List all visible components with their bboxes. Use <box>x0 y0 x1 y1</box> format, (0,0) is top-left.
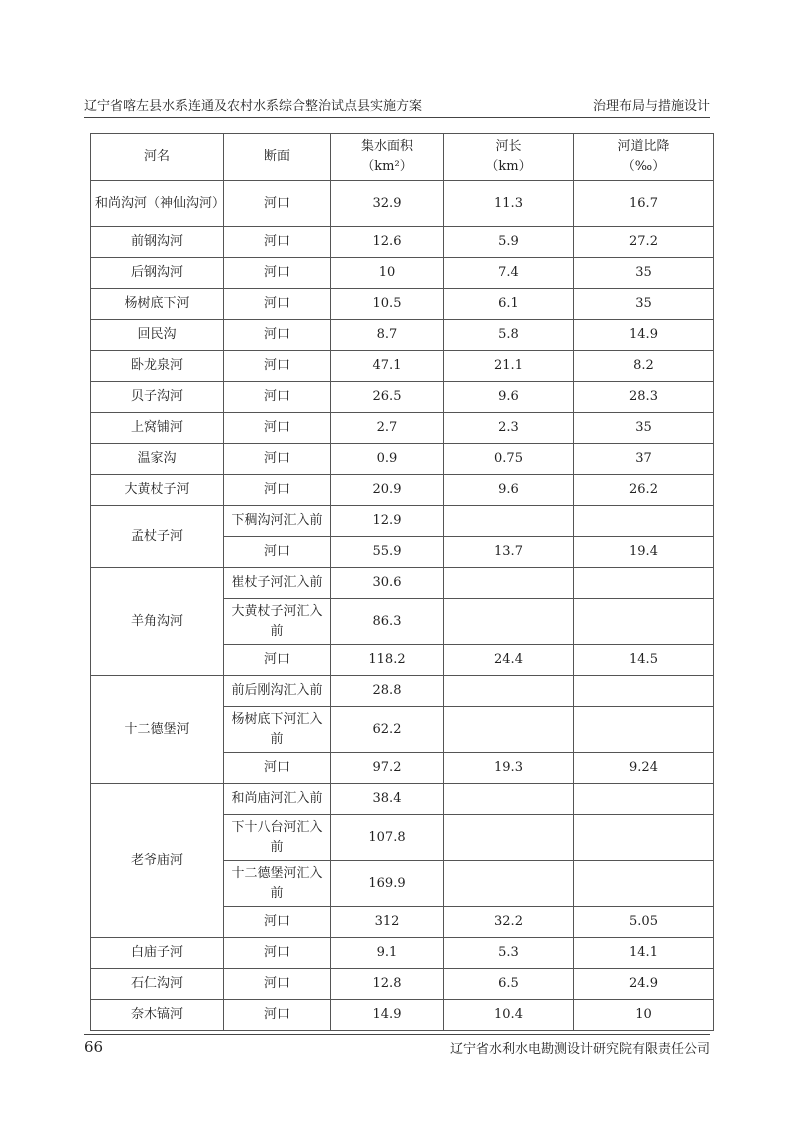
cell-section: 大黄杖子河汇入前 <box>224 599 331 645</box>
cell-area: 118.2 <box>331 645 444 676</box>
cell-area: 312 <box>331 907 444 938</box>
cell-slope <box>574 676 714 707</box>
cell-section: 河口 <box>224 258 331 289</box>
page-header <box>84 92 710 118</box>
cell-length: 10.4 <box>444 1000 574 1031</box>
table-header-row <box>91 134 714 181</box>
cell-slope <box>574 784 714 815</box>
cell-section: 河口 <box>224 938 331 969</box>
cell-slope: 16.7 <box>574 181 714 227</box>
cell-river: 贝子沟河 <box>91 382 224 413</box>
cell-section: 河口 <box>224 289 331 320</box>
table-row <box>91 382 714 413</box>
cell-river: 卧龙泉河 <box>91 351 224 382</box>
cell-length <box>444 568 574 599</box>
cell-slope: 27.2 <box>574 227 714 258</box>
cell-area: 2.7 <box>331 413 444 444</box>
cell-section: 河口 <box>224 227 331 258</box>
header-slope <box>574 134 714 181</box>
cell-area: 0.9 <box>331 444 444 475</box>
table-row <box>91 1000 714 1031</box>
cell-length <box>444 506 574 537</box>
cell-section: 河口 <box>224 413 331 444</box>
table-row <box>91 289 714 320</box>
header-area-unit: （km²） <box>361 159 413 174</box>
organization-name: 辽宁省水利水电勘测设计研究院有限责任公司 <box>449 1042 710 1057</box>
cell-slope: 24.9 <box>574 969 714 1000</box>
cell-slope: 14.9 <box>574 320 714 351</box>
cell-area: 38.4 <box>331 784 444 815</box>
cell-area: 10 <box>331 258 444 289</box>
cell-section: 河口 <box>224 645 331 676</box>
cell-section: 下稠沟河汇入前 <box>224 506 331 537</box>
header-river: 河名 <box>91 134 224 181</box>
cell-section: 河口 <box>224 537 331 568</box>
cell-length: 13.7 <box>444 537 574 568</box>
cell-area: 8.7 <box>331 320 444 351</box>
river-parameters-table <box>90 133 714 1031</box>
cell-length: 19.3 <box>444 753 574 784</box>
header-length <box>444 134 574 181</box>
cell-slope <box>574 707 714 753</box>
header-area-label: 集水面积 <box>360 139 413 154</box>
cell-slope: 8.2 <box>574 351 714 382</box>
cell-section: 十二德堡河汇入前 <box>224 861 331 907</box>
cell-slope <box>574 861 714 907</box>
cell-river: 羊角沟河 <box>91 568 224 676</box>
cell-slope: 37 <box>574 444 714 475</box>
cell-river: 白庙子河 <box>91 938 224 969</box>
cell-area: 97.2 <box>331 753 444 784</box>
table-row <box>91 227 714 258</box>
cell-section: 崔杖子河汇入前 <box>224 568 331 599</box>
cell-slope: 19.4 <box>574 537 714 568</box>
cell-length <box>444 599 574 645</box>
cell-length: 5.3 <box>444 938 574 969</box>
table-row <box>91 351 714 382</box>
cell-section: 河口 <box>224 382 331 413</box>
cell-area: 12.8 <box>331 969 444 1000</box>
table-row <box>91 969 714 1000</box>
cell-area: 62.2 <box>331 707 444 753</box>
cell-slope <box>574 506 714 537</box>
cell-river: 奈木镐河 <box>91 1000 224 1031</box>
cell-area: 10.5 <box>331 289 444 320</box>
cell-length: 32.2 <box>444 907 574 938</box>
cell-length: 5.8 <box>444 320 574 351</box>
cell-length: 2.3 <box>444 413 574 444</box>
cell-section: 河口 <box>224 475 331 506</box>
cell-length: 6.1 <box>444 289 574 320</box>
cell-length: 9.6 <box>444 382 574 413</box>
cell-area: 14.9 <box>331 1000 444 1031</box>
header-length-unit: （km） <box>485 159 532 174</box>
header-area <box>331 134 444 181</box>
table-row <box>91 181 714 227</box>
cell-area: 47.1 <box>331 351 444 382</box>
cell-section: 河口 <box>224 907 331 938</box>
cell-area: 107.8 <box>331 815 444 861</box>
cell-river: 孟杖子河 <box>91 506 224 568</box>
page-footer <box>84 1034 710 1060</box>
cell-section: 杨树底下河汇入前 <box>224 707 331 753</box>
table-row <box>91 413 714 444</box>
cell-section: 下十八台河汇入前 <box>224 815 331 861</box>
cell-length: 21.1 <box>444 351 574 382</box>
cell-section: 和尚庙河汇入前 <box>224 784 331 815</box>
table-row <box>91 938 714 969</box>
cell-length: 6.5 <box>444 969 574 1000</box>
cell-length <box>444 815 574 861</box>
table-row <box>91 258 714 289</box>
cell-river: 上窝铺河 <box>91 413 224 444</box>
cell-area: 12.6 <box>331 227 444 258</box>
cell-length: 7.4 <box>444 258 574 289</box>
cell-area: 86.3 <box>331 599 444 645</box>
cell-slope: 10 <box>574 1000 714 1031</box>
cell-length <box>444 861 574 907</box>
cell-area: 12.9 <box>331 506 444 537</box>
cell-slope: 35 <box>574 289 714 320</box>
cell-section: 河口 <box>224 753 331 784</box>
cell-section: 河口 <box>224 444 331 475</box>
page-number: 66 <box>84 1038 104 1056</box>
table-row <box>91 568 714 599</box>
cell-river: 温家沟 <box>91 444 224 475</box>
cell-length: 9.6 <box>444 475 574 506</box>
table-row <box>91 676 714 707</box>
cell-slope: 9.24 <box>574 753 714 784</box>
cell-river: 石仁沟河 <box>91 969 224 1000</box>
cell-section: 河口 <box>224 320 331 351</box>
document-title: 辽宁省喀左县水系连通及农村水系综合整治试点县实施方案 <box>84 99 423 114</box>
cell-length: 24.4 <box>444 645 574 676</box>
table-row <box>91 444 714 475</box>
cell-slope: 35 <box>574 413 714 444</box>
table-row <box>91 784 714 815</box>
table-row <box>91 320 714 351</box>
cell-area: 28.8 <box>331 676 444 707</box>
cell-section: 前后刚沟汇入前 <box>224 676 331 707</box>
cell-slope: 5.05 <box>574 907 714 938</box>
table-row <box>91 506 714 537</box>
cell-slope: 26.2 <box>574 475 714 506</box>
cell-slope: 14.1 <box>574 938 714 969</box>
cell-length: 5.9 <box>444 227 574 258</box>
cell-area: 55.9 <box>331 537 444 568</box>
cell-slope <box>574 599 714 645</box>
cell-area: 20.9 <box>331 475 444 506</box>
cell-length <box>444 676 574 707</box>
cell-river: 前钢沟河 <box>91 227 224 258</box>
header-slope-unit: （‰） <box>621 159 666 174</box>
header-length-label: 河长 <box>495 139 522 154</box>
cell-river: 老爷庙河 <box>91 784 224 938</box>
cell-area: 32.9 <box>331 181 444 227</box>
chapter-title: 治理布局与措施设计 <box>592 99 710 114</box>
cell-slope <box>574 815 714 861</box>
cell-length <box>444 784 574 815</box>
cell-area: 26.5 <box>331 382 444 413</box>
cell-river: 杨树底下河 <box>91 289 224 320</box>
cell-section: 河口 <box>224 1000 331 1031</box>
table-row <box>91 475 714 506</box>
cell-area: 169.9 <box>331 861 444 907</box>
cell-area: 9.1 <box>331 938 444 969</box>
cell-slope: 35 <box>574 258 714 289</box>
header-slope-label: 河道比降 <box>617 139 670 154</box>
cell-area: 30.6 <box>331 568 444 599</box>
cell-length: 0.75 <box>444 444 574 475</box>
cell-river: 和尚沟河（神仙沟河） <box>91 181 224 227</box>
header-section: 断面 <box>224 134 331 181</box>
cell-river: 后钢沟河 <box>91 258 224 289</box>
cell-length <box>444 707 574 753</box>
cell-slope: 14.5 <box>574 645 714 676</box>
cell-section: 河口 <box>224 181 331 227</box>
cell-section: 河口 <box>224 969 331 1000</box>
cell-slope: 28.3 <box>574 382 714 413</box>
cell-river: 大黄杖子河 <box>91 475 224 506</box>
cell-river: 回民沟 <box>91 320 224 351</box>
cell-slope <box>574 568 714 599</box>
cell-section: 河口 <box>224 351 331 382</box>
cell-river: 十二德堡河 <box>91 676 224 784</box>
cell-length: 11.3 <box>444 181 574 227</box>
